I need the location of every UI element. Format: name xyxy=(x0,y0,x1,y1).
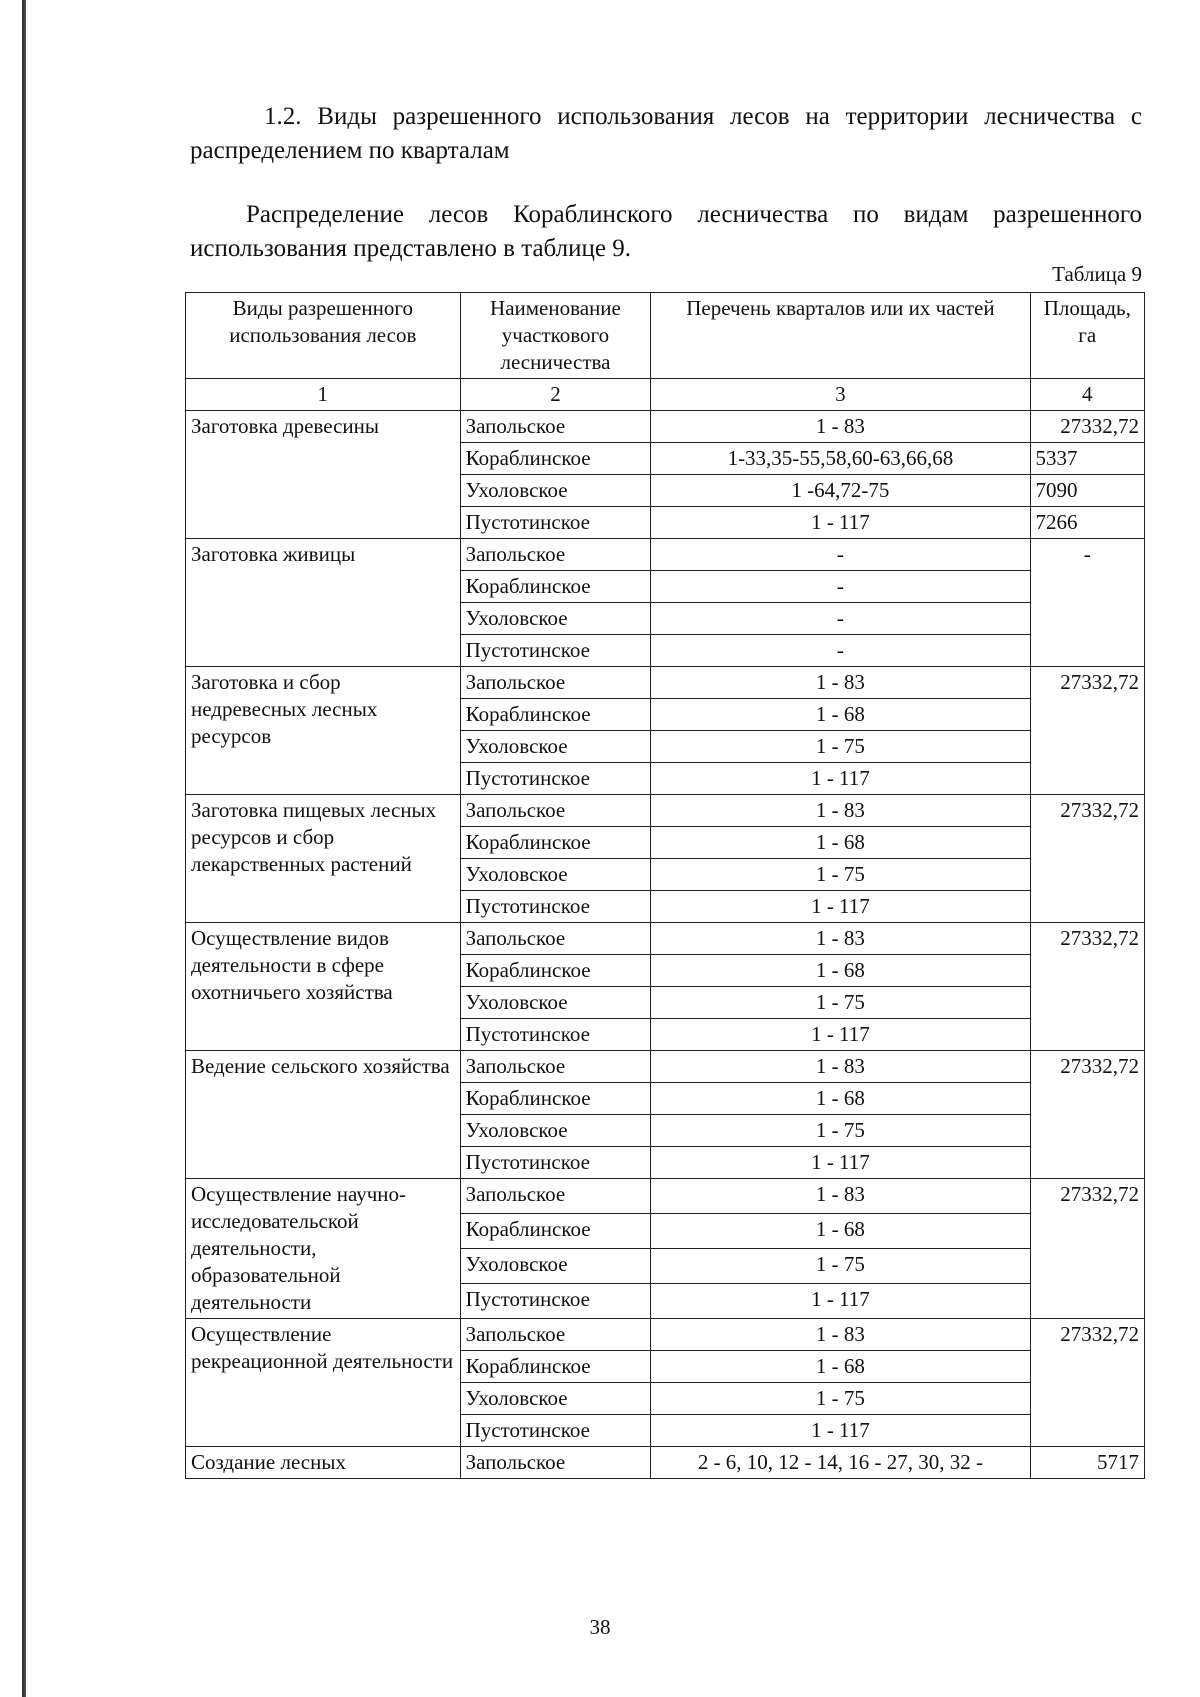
quarters-cell: 1 - 117 xyxy=(651,763,1030,795)
quarters-cell: 1 - 75 xyxy=(651,1249,1030,1284)
area-cell: 27332,72 xyxy=(1030,795,1144,923)
district-cell: Пустотинское xyxy=(460,507,651,539)
forest-use-table xyxy=(185,292,1145,1479)
quarters-cell: 1 - 83 xyxy=(651,667,1030,699)
quarters-cell: 1 - 83 xyxy=(651,411,1030,443)
quarters-cell: 1 - 75 xyxy=(651,1383,1030,1415)
quarters-cell: 1 - 68 xyxy=(651,1351,1030,1383)
district-cell: Кораблинское xyxy=(460,827,651,859)
quarters-cell: 1 - 117 xyxy=(651,1019,1030,1051)
district-cell: Кораблинское xyxy=(460,955,651,987)
quarters-cell: 1 - 75 xyxy=(651,987,1030,1019)
district-cell: Запольское xyxy=(460,1319,651,1351)
quarters-cell: 1 - 68 xyxy=(651,1214,1030,1249)
quarters-cell: 1 - 117 xyxy=(651,1284,1030,1319)
scan-binding-edge xyxy=(22,0,26,1697)
table-row xyxy=(186,411,1145,443)
area-cell: 27332,72 xyxy=(1030,1179,1144,1319)
area-cell: 27332,72 xyxy=(1030,667,1144,795)
district-cell: Пустотинское xyxy=(460,635,651,667)
quarters-cell: 1 - 83 xyxy=(651,795,1030,827)
district-cell: Кораблинское xyxy=(460,571,651,603)
area-cell: 27332,72 xyxy=(1030,1319,1144,1447)
district-cell: Пустотинское xyxy=(460,1019,651,1051)
quarters-cell: - xyxy=(651,571,1030,603)
area-cell: 5337 xyxy=(1030,443,1144,475)
use-type-cell: Осуществление научно-исследовательской деятельности, образовательной деятельности xyxy=(186,1179,461,1319)
section-heading: 1.2. Виды разрешенного использования лесов на территории лесничества с распределением по кварталам xyxy=(190,103,1142,164)
table-row xyxy=(186,1319,1145,1351)
quarters-cell: 1 - 83 xyxy=(651,1319,1030,1351)
district-cell: Ухоловское xyxy=(460,1383,651,1415)
quarters-cell: 1 - 68 xyxy=(651,955,1030,987)
district-cell: Запольское xyxy=(460,411,651,443)
use-type-cell: Заготовка древесины xyxy=(186,411,461,539)
district-cell: Кораблинское xyxy=(460,1083,651,1115)
quarters-cell: - xyxy=(651,603,1030,635)
district-cell: Пустотинское xyxy=(460,763,651,795)
quarters-cell: 1 - 68 xyxy=(651,1083,1030,1115)
column-number: 4 xyxy=(1030,379,1144,411)
district-cell: Запольское xyxy=(460,1447,651,1479)
table-row xyxy=(186,795,1145,827)
table-row xyxy=(186,1179,1145,1214)
quarters-cell: 1 - 75 xyxy=(651,859,1030,891)
district-cell: Пустотинское xyxy=(460,1415,651,1447)
district-cell: Запольское xyxy=(460,667,651,699)
table-row xyxy=(186,1051,1145,1083)
use-type-cell: Создание лесных xyxy=(186,1447,461,1479)
district-cell: Пустотинское xyxy=(460,1284,651,1319)
quarters-cell: 1 - 117 xyxy=(651,891,1030,923)
district-cell: Ухоловское xyxy=(460,475,651,507)
district-cell: Запольское xyxy=(460,1179,651,1214)
column-number: 1 xyxy=(186,379,461,411)
header-district: Наименование участкового лесничества xyxy=(460,293,651,379)
header-quarters: Перечень кварталов или их частей xyxy=(651,293,1030,379)
quarters-cell: 1 - 68 xyxy=(651,699,1030,731)
district-cell: Кораблинское xyxy=(460,699,651,731)
area-cell: - xyxy=(1030,539,1144,667)
page-number: 38 xyxy=(589,1615,611,1639)
quarters-cell: 1 - 117 xyxy=(651,1415,1030,1447)
quarters-cell: 1 - 83 xyxy=(651,1051,1030,1083)
quarters-cell: 1 -64,72-75 xyxy=(651,475,1030,507)
use-type-cell: Осуществление рекреационной деятельности xyxy=(186,1319,461,1447)
district-cell: Ухоловское xyxy=(460,859,651,891)
use-type-cell: Заготовка и сбор недревесных лесных ресурсов xyxy=(186,667,461,795)
district-cell: Кораблинское xyxy=(460,1214,651,1249)
district-cell: Пустотинское xyxy=(460,1147,651,1179)
quarters-cell: 1 - 75 xyxy=(651,731,1030,763)
area-cell: 5717 xyxy=(1030,1447,1144,1479)
quarters-cell: 1 - 117 xyxy=(651,507,1030,539)
quarters-cell: 1 - 68 xyxy=(651,827,1030,859)
quarters-cell: 1 - 117 xyxy=(651,1147,1030,1179)
quarters-cell: 1 - 83 xyxy=(651,1179,1030,1214)
area-cell: 7266 xyxy=(1030,507,1144,539)
district-cell: Запольское xyxy=(460,539,651,571)
header-area: Площадь, га xyxy=(1030,293,1144,379)
table-header-row xyxy=(186,293,1145,379)
table-row xyxy=(186,667,1145,699)
quarters-cell: 1 - 83 xyxy=(651,923,1030,955)
district-cell: Ухоловское xyxy=(460,1115,651,1147)
district-cell: Запольское xyxy=(460,795,651,827)
area-cell: 27332,72 xyxy=(1030,1051,1144,1179)
table-row xyxy=(186,1447,1145,1479)
quarters-cell: - xyxy=(651,635,1030,667)
column-number: 2 xyxy=(460,379,651,411)
intro-paragraph: Распределение лесов Кораблинского лесничества по видам разрешенного использования представлено в таблице 9. xyxy=(190,201,1142,262)
quarters-cell: 1 - 75 xyxy=(651,1115,1030,1147)
area-cell: 27332,72 xyxy=(1030,411,1144,443)
quarters-cell: 2 - 6, 10, 12 - 14, 16 - 27, 30, 32 - xyxy=(651,1447,1030,1479)
area-cell: 7090 xyxy=(1030,475,1144,507)
district-cell: Кораблинское xyxy=(460,443,651,475)
district-cell: Запольское xyxy=(460,923,651,955)
district-cell: Ухоловское xyxy=(460,1249,651,1284)
table-row xyxy=(186,539,1145,571)
quarters-cell: - xyxy=(651,539,1030,571)
use-type-cell: Заготовка живицы xyxy=(186,539,461,667)
table-row xyxy=(186,923,1145,955)
district-cell: Кораблинское xyxy=(460,1351,651,1383)
area-cell: 27332,72 xyxy=(1030,923,1144,1051)
header-use-type: Виды разрешенного использования лесов xyxy=(186,293,461,379)
district-cell: Ухоловское xyxy=(460,987,651,1019)
table-caption: Таблица 9 xyxy=(1052,262,1142,286)
district-cell: Пустотинское xyxy=(460,891,651,923)
column-number: 3 xyxy=(651,379,1030,411)
column-number-row xyxy=(186,379,1145,411)
district-cell: Ухоловское xyxy=(460,731,651,763)
district-cell: Ухоловское xyxy=(460,603,651,635)
district-cell: Запольское xyxy=(460,1051,651,1083)
use-type-cell: Осуществление видов деятельности в сфере охотничьего хозяйства xyxy=(186,923,461,1051)
use-type-cell: Заготовка пищевых лесных ресурсов и сбор лекарственных растений xyxy=(186,795,461,923)
use-type-cell: Ведение сельского хозяйства xyxy=(186,1051,461,1179)
quarters-cell: 1-33,35-55,58,60-63,66,68 xyxy=(651,443,1030,475)
